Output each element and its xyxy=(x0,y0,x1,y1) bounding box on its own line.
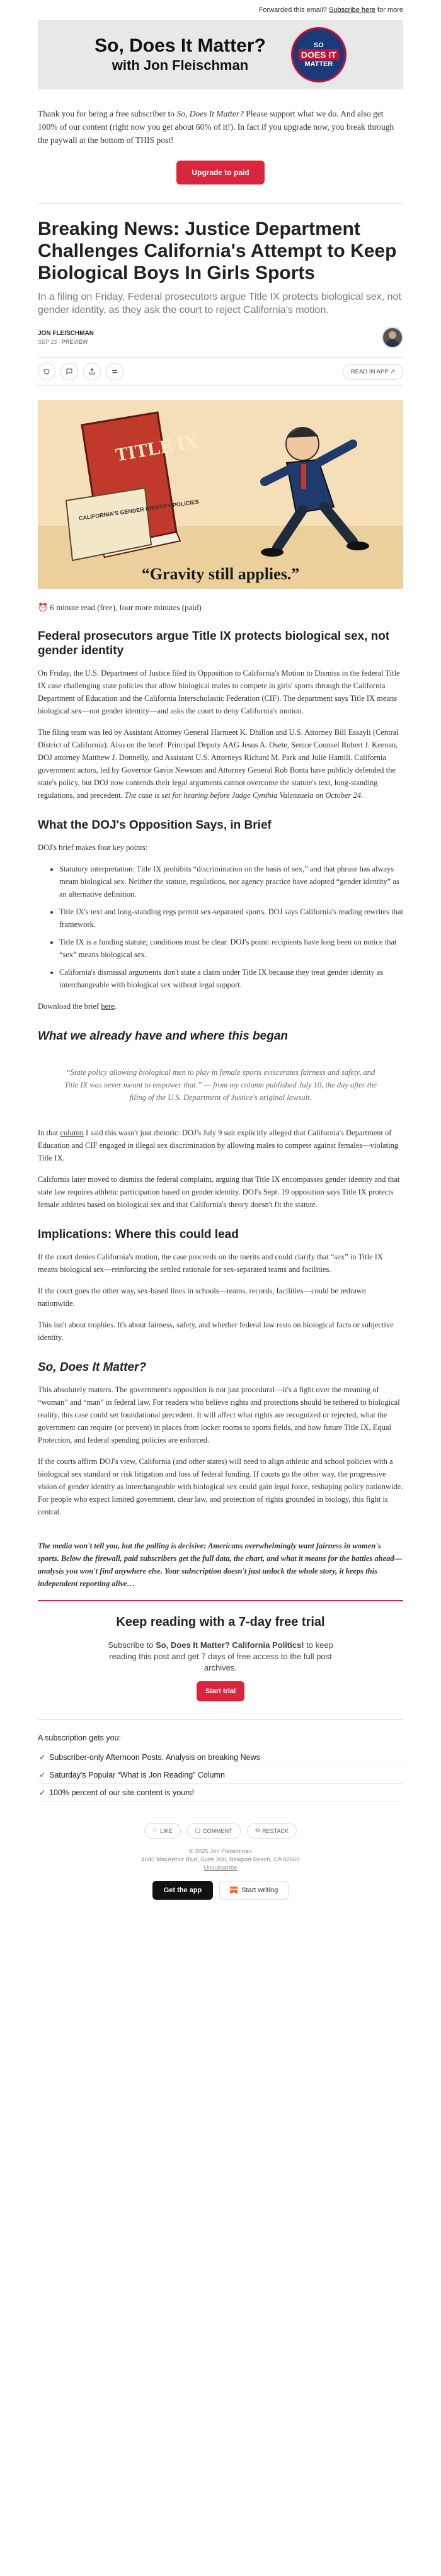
app-buttons xyxy=(38,1881,403,1900)
check-icon: ✓ xyxy=(39,1788,46,1797)
benefits-heading: A subscription gets you: xyxy=(38,1733,122,1742)
book-title-text: TITLE IX xyxy=(113,430,200,466)
download-brief-link[interactable]: here xyxy=(101,1002,115,1011)
paragraph: If the courts affirm DOJ's view, California (and other states) will need to align athletic and school policies with a biological sex standard or risk litigation and loss of federal funding. If courts go the other way, the progressive vision of gender identity as interchangeable with biological sex could gain legal force, reshaping policy nationwide. For people who expect limited government, clear law, and protection of rights grounded in biology, this fight is central. xyxy=(38,1457,403,1516)
trial-heading: Keep reading with a 7-day free trial xyxy=(116,1615,325,1629)
preview-label: PREVIEW xyxy=(61,339,88,345)
forward-suffix: for more xyxy=(375,6,403,14)
paragraph-text: In that xyxy=(38,1128,60,1137)
section-heading-so-does-it-matter: So, Does It Matter? xyxy=(38,1361,147,1374)
email-page xyxy=(38,0,403,1900)
hearing-note: The case is set for hearing before Judge Cynthia Valenzuela on October 24. xyxy=(124,791,364,800)
key-points-list xyxy=(38,863,403,991)
hero-caption: “Gravity still applies.” xyxy=(141,565,300,583)
hero-illustration[interactable] xyxy=(38,400,403,589)
list-item xyxy=(38,1766,403,1784)
paragraph: On Friday, the U.S. Department of Justice filed its Opposition to California's Motion to Dismiss in the federal Title IX case challenging state policies that allow biological males to compete in girls' sports through the California Department of Education and the California Interscholastic Federation (CIF). The department says Title IX means biological sex—not gender identity—and asks the court to deny California's motion. xyxy=(38,669,400,715)
post-subtitle: In a filing on Friday, Federal prosecutors argue Title IX protects biological sex, not gender identity, as they ask the court to reject California's motion. xyxy=(38,292,401,315)
copyright: © 2025 Jon Fleischman xyxy=(189,1848,252,1855)
section-heading-background: What we already have and where this began xyxy=(38,1030,289,1043)
comment-button[interactable] xyxy=(187,1823,241,1839)
post-actions-bar xyxy=(38,357,403,386)
upgrade-wrap xyxy=(38,161,403,184)
download-line: Download the brief here. xyxy=(38,1002,117,1011)
comment-icon: ▢ xyxy=(195,1827,201,1834)
section-heading-implications: Implications: Where this could lead xyxy=(38,1228,239,1241)
restack-button[interactable] xyxy=(247,1823,297,1839)
check-icon: ✓ xyxy=(39,1753,46,1762)
author-name[interactable]: JON FLEISCHMAN xyxy=(38,330,94,337)
intro-publication-name: So, Does It Matter? xyxy=(176,109,244,118)
restack-label: RESTACK xyxy=(262,1827,289,1834)
unsubscribe-link[interactable]: Unsubscribe xyxy=(203,1864,238,1871)
heart-icon[interactable] xyxy=(38,363,55,380)
paragraph: California later moved to dismiss the federal complaint, arguing that Title IX encompasses gender identity and that state law requires athletic participation based on gender identity. DOJ's Sept. 19 opposition says Title IX protects female athletes based on biological sex and that California's theory doesn't fit the statute. xyxy=(38,1175,400,1209)
divider xyxy=(38,203,403,204)
logo-text-bottom: MATTER xyxy=(304,60,333,68)
read-in-app-label: READ IN APP xyxy=(350,368,389,375)
paywall-teaser: The media won't tell you, but the polling is decisive: Americans overwhelmingly want fairness in women's sports. Below the firewall, paid subscribers get the full data, the chart, and what it means for the battles ahead—analysis you won't find anywhere else. Your subscription doesn't just unlock the whole story, it keeps this independent reporting alive… xyxy=(38,1541,403,1588)
substack-logo-icon xyxy=(230,1887,238,1894)
paragraph-text: I said this wasn't just rhetoric: DOJ's July 9 suit explicitly alleged that California's Department of Education and CIF engaged in illegal sex discrimination by allowing males to compete against females—violating Title IX. xyxy=(38,1128,399,1162)
restack-icon[interactable] xyxy=(106,363,123,380)
start-writing-button[interactable] xyxy=(219,1881,289,1900)
comment-icon[interactable] xyxy=(60,363,78,380)
restack-icon: ⟲ xyxy=(255,1827,260,1834)
share-icon[interactable] xyxy=(83,363,101,380)
banner-subtitle: with Jon Fleischman xyxy=(112,57,249,73)
document-title-text: CALIFORNIA'S GENDER IDENTITY POLICIES xyxy=(78,498,200,522)
trial-description xyxy=(98,1640,343,1674)
post-date: SEP 23 xyxy=(38,339,57,345)
paragraph: This isn't about trophies. It's about fairness, safety, and whether federal law rests on biological facts or subjective identity. xyxy=(38,1320,394,1342)
paragraph-text: The filing team was led by Assistant Attorney General Harmeet K. Dhillon and U.S. Attorney Bill Essayli (Central District of California). Also on the brief: Principal Deputy AAG Jesus A. Osete, Senior Counsel Robert J. Keenan, DOJ attorney Matthew J. Donnelly, and Assistant U.S. Attorneys Richard M. Park and Julie Hamill. California government actors, led by Governor Gavin Newsom and Attorney General Rob Bonta have publicly defended the state's policy, but DOJ now contends their legal arguments cannot overcome the statute's text, long-standing regulations, and precedent. xyxy=(38,728,399,800)
upgrade-button[interactable]: Upgrade to paid xyxy=(176,161,264,184)
section-heading-prosecutors: Federal prosecutors argue Title IX protects biological sex, not gender identity xyxy=(38,630,390,657)
benefit-text: Subscriber-only Afternoon Posts. Analysis on breaking News xyxy=(49,1753,260,1762)
check-icon: ✓ xyxy=(39,1771,46,1779)
column-link[interactable]: column xyxy=(60,1128,84,1137)
read-time: ⏰ 6 minute read (free), four more minutes (paid) xyxy=(38,603,202,612)
intro-text-b: Please support what we do. And also get 100% of our content (right now you get about 60% of it!). In fact if you upgrade now, you break through the paywall at the bottom of THIS post! xyxy=(38,109,394,145)
trial-text-b: to keep reading this post and get 7 days of free access to the full post archives. xyxy=(109,1640,333,1672)
paragraph xyxy=(38,726,403,802)
like-label: LIKE xyxy=(160,1827,173,1834)
list-item xyxy=(38,1749,403,1766)
paragraph: If the court goes the other way, sex-based lines in schools—teams, records, facilities—could be redrawn nationwide. xyxy=(38,1286,366,1308)
external-arrow-icon: ↗ xyxy=(390,368,395,375)
list-item xyxy=(38,1784,403,1801)
benefit-text: 100% percent of our site content is yours! xyxy=(49,1788,194,1797)
pull-quote: “State policy allowing biological men to play in female sports eviscerates fairness and safety, and Title IX was never meant to empower that.” — from my column published July 10, the day after the filing of the U.S. Department of Justice's original lawsuit. xyxy=(64,1068,377,1102)
logo-text-mid: DOES IT xyxy=(299,49,339,60)
start-writing-label: Start writing xyxy=(241,1887,278,1894)
subscription-benefits xyxy=(38,1719,403,1801)
get-app-button[interactable]: Get the app xyxy=(152,1881,214,1900)
logo-text-top: SO xyxy=(313,42,324,49)
download-text: Download the brief xyxy=(38,1002,101,1011)
banner-title: So, Does It Matter? xyxy=(94,35,266,56)
list-item: • Statutory interpretation: Title IX prohibits “discrimination on the basis of sex,” and that phrase has always meant biological sex. Neither the statute, regulations, nor agency practice have adopted “gender identity” as an alternative definition. xyxy=(59,863,403,900)
author-avatar[interactable] xyxy=(382,327,403,348)
heart-icon: ♡ xyxy=(152,1827,158,1834)
footer-actions xyxy=(38,1823,403,1839)
post-date-line: SEP 23 ∙ PREVIEW xyxy=(38,339,88,345)
intro-paragraph xyxy=(38,107,403,147)
footer-info xyxy=(38,1847,403,1872)
action-icons xyxy=(38,363,123,380)
section-heading-opposition: What the DOJ's Opposition Says, in Brief xyxy=(38,819,272,832)
forward-notice xyxy=(38,0,403,20)
intro-text-a: Thank you for being a free subscriber to xyxy=(38,109,177,118)
paragraph: DOJ's brief makes four key points: xyxy=(38,843,148,852)
comment-label: COMMENT xyxy=(203,1827,232,1834)
subscribe-link[interactable]: Subscribe here xyxy=(328,6,375,14)
list-item: • Title IX is a funding statute; conditions must be clear. DOJ's point: recipients have long been on notice that “sex” means biological sex. xyxy=(59,936,403,961)
forward-text: Forwarded this email? xyxy=(258,6,327,14)
publication-banner[interactable] xyxy=(38,20,403,89)
post-title[interactable]: Breaking News: Justice Department Challenges California's Attempt to Keep Biological Boys In Girls Sports xyxy=(38,218,397,283)
paragraph xyxy=(38,1126,403,1164)
hero-cartoon xyxy=(38,400,403,589)
trial-box xyxy=(38,1601,403,1701)
benefit-text: Saturday's Popular “What is Jon Reading” Column xyxy=(49,1771,225,1779)
list-item: • California's dismissal arguments don't state a claim under Title IX because they treat gender identity as interchangeable with biological sex without legal support. xyxy=(59,966,403,991)
trial-text-a: Subscribe to xyxy=(108,1640,156,1650)
like-button[interactable] xyxy=(144,1823,181,1839)
address: 4040 MacArthur Blvd, Suite 200, Newport Beach, CA 92660 xyxy=(141,1856,300,1863)
byline-text xyxy=(38,330,94,345)
trial-publication-name: So, Does It Matter? California Politics! xyxy=(156,1640,304,1650)
benefits-list xyxy=(38,1749,403,1801)
paragraph: This absolutely matters. The government's opposition is not just procedural—it's a fight over the meaning of “woman” and “man” in federal law. For readers who believe rights and protections should be tethered to biological reality, this case could set foundational precedent. It will affect what rights are recognized or rejected, what the government can require (or prevent) in places from locker rooms to sports fields, and how future Title IX, Equal Protection, and federal spending policies are enforced. xyxy=(38,1385,400,1444)
read-in-app-button[interactable] xyxy=(343,364,403,380)
byline xyxy=(38,327,403,348)
start-trial-button[interactable]: Start trial xyxy=(197,1681,244,1701)
publication-logo xyxy=(291,27,346,82)
paragraph: If the court denies California's motion, the case proceeds on the merits and could clarify that “sex” in Title IX means biological sex—reinforcing the settled rationale for sex-separated teams and facilities. xyxy=(38,1252,383,1274)
list-item: • Title IX's text and long-standing regs permit sex-separated sports. DOJ says California's reading rewrites that framework. xyxy=(59,905,403,931)
banner-text xyxy=(94,35,266,74)
